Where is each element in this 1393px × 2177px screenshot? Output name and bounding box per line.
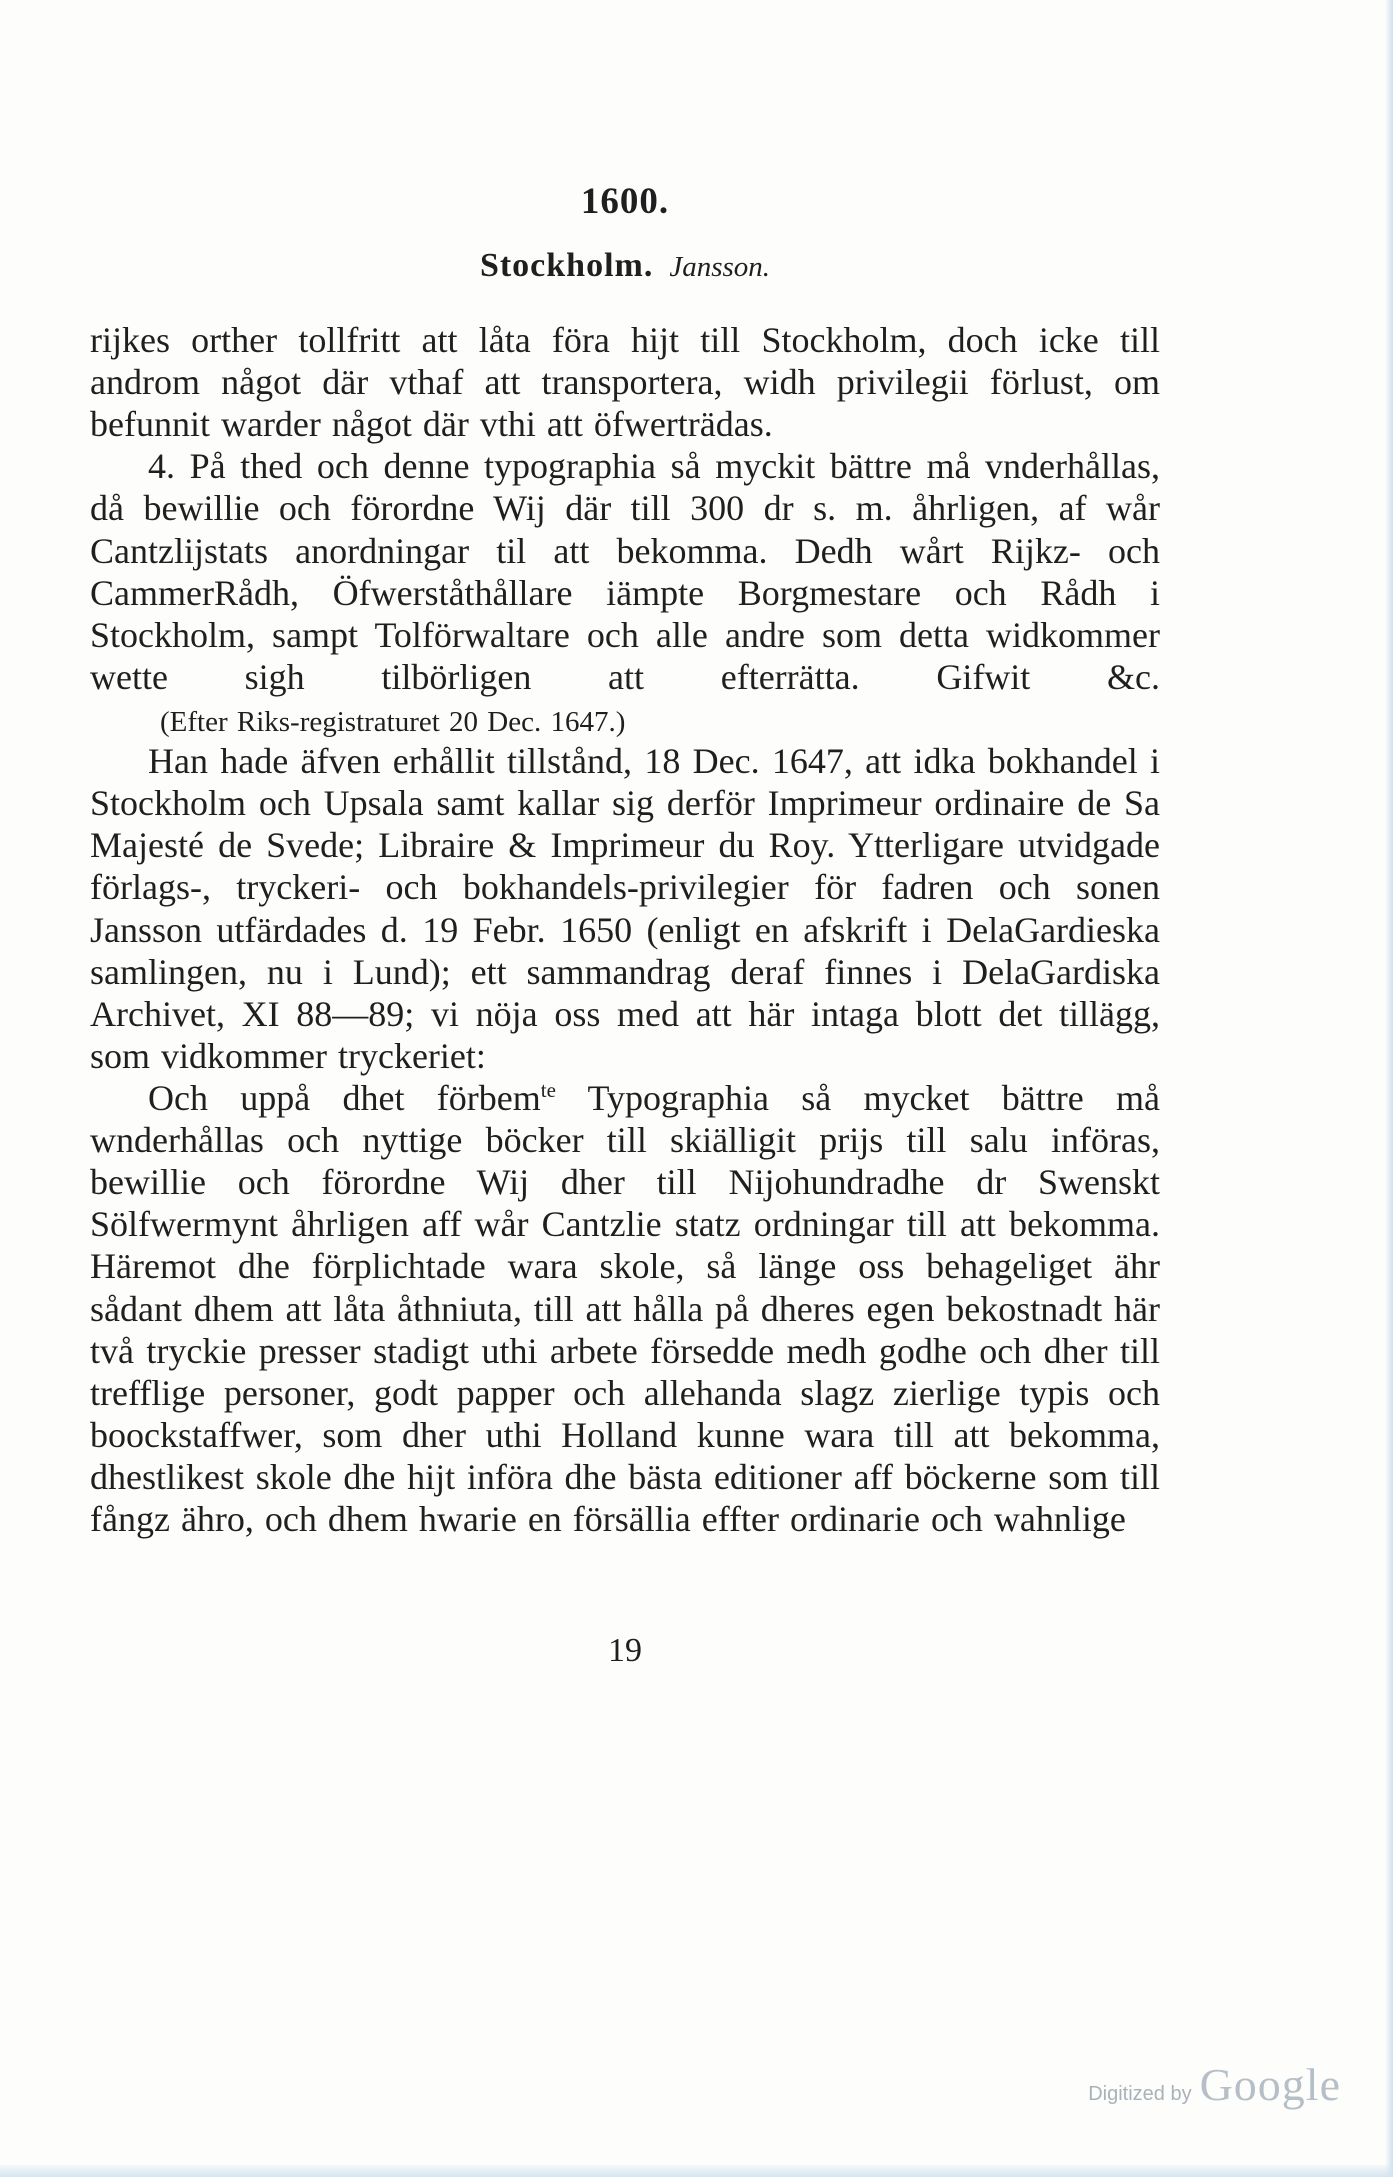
year-heading: 1600. [580, 181, 670, 222]
paragraph [90, 1077, 1160, 1540]
digitized-by-label: Digitized by [1088, 2083, 1192, 2105]
google-watermark [1088, 2058, 1341, 2111]
page-number: 19 [608, 1632, 642, 1670]
place-heading: Stockholm. [479, 247, 654, 284]
section-heading [90, 247, 1160, 285]
printer-name-heading: Jansson. [669, 251, 771, 283]
page-content [90, 180, 1160, 1670]
body-text [90, 319, 1160, 1540]
citation-note: (Efter Riks-registraturet 20 Dec. 1647.) [160, 705, 626, 738]
superscript-abbreviation: te [540, 1077, 556, 1102]
paragraph-text: Och uppå dhet förbem [148, 1077, 541, 1118]
paragraph-text: Typographia så mycket bättre må wnderhållas och nyttige böcker till skiälligit prijs till salu införas, bewillie och förordne Wij dher till Nijohundradhe dr Swenskt Sölfwermynt åhrligen aff wår Cantzlie statz ordningar till att bekomma. Häremot dhe förplichtade wara skole, så länge oss behageliget ähr sådant dhem att låta åthniuta, till att hålla på dheres egen bekostnadt här två tryckie presser stadigt uthi arbete försedde medh godhe och dher till trefflige personer, godt papper och allehanda slagz zierlige typis och boockstaffwer, som dher uthi Holland kunne wara till att bekomma, dhestlikest skole dhe hijt införa dhe bästa editioner aff böckerne som till fångz ähro, och dhem hwarie en försällia effter ordinarie och wahnlige [90, 1077, 1160, 1540]
paragraph [90, 445, 1160, 740]
scan-page-edge-bottom [0, 2165, 1393, 2177]
google-logo: Google [1199, 2059, 1341, 2110]
scan-page-edge-right [1385, 0, 1393, 2177]
paragraph: rijkes orther tollfritt att låta föra hijt till Stockholm, doch icke till androm något där vthaf att transportera, widh privilegii förlust, om befunnit warder något där vthi att öfwerträdas. [90, 320, 1160, 445]
paragraph: Han hade äfven erhållit tillstånd, 18 Dec. 1647, att idka bokhandel i Stockholm och Upsala samt kallar sig derför Imprimeur ordinaire de Sa Majesté de Svede; Libraire & Imprimeur du Roy. Ytterligare utvidgade förlags-, tryckeri- och bokhandels-privilegier för fadren och sonen Jansson utfärdades d. 19 Febr. 1650 (enligt en afskrift i DelaGardieska samlingen, nu i Lund); ett sammandrag deraf finnes i DelaGardiska Archivet, XI 88—89; vi nöja oss med att här intaga blott det tillägg, som vidkommer tryckeriet: [90, 741, 1160, 1076]
paragraph-text: 4. På thed och denne typographia så myckit bättre må vnderhållas, då bewillie och förordne Wij där till 300 dr s. m. åhrligen, af wår Cantzlijstats anordningar til att bekomma. Dedh wårt Rijkz- och CammerRådh, Öfwerståthållare iämpte Borgmestare och Rådh i Stockholm, sampt Tolförwaltare och alle andre som detta widkommer wette sigh tilbörligen att efterrätta. Gifwit &c. [90, 446, 1160, 697]
